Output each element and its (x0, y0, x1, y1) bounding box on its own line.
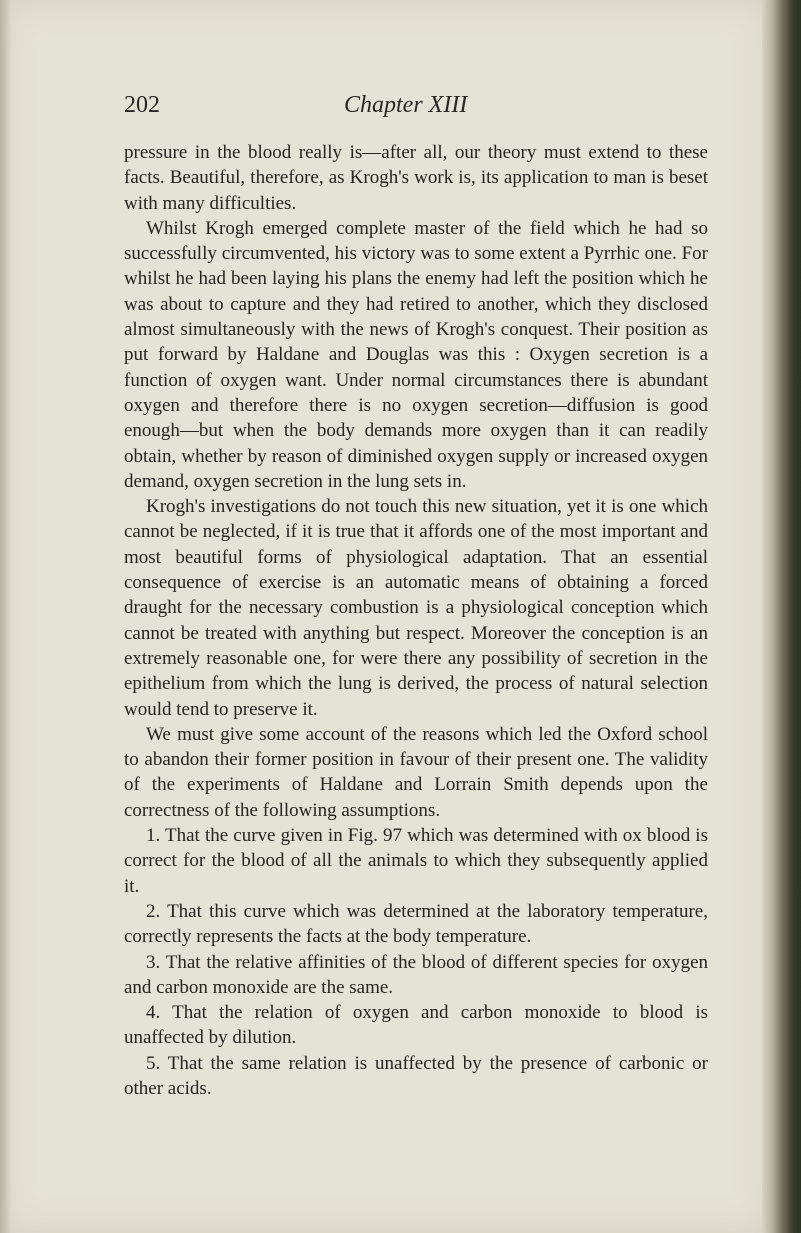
paragraph: pressure in the blood really is—after all, our theory must extend to these facts. Beautiful, therefore, as Krogh's work is, its application to man is beset with many difficulties. (124, 142, 708, 214)
running-title: Chapter XIII (344, 92, 468, 118)
book-spine-edge (762, 0, 801, 1233)
numbered-assumption: 5. That the same relation is unaffected by the presence of carbonic or other acids. (124, 1052, 708, 1099)
numbered-assumption: 4. That the relation of oxygen and carbon monoxide to blood is unaffected by dilution. (124, 1002, 708, 1049)
page-left-edge-shadow (0, 0, 12, 1233)
page-header (124, 92, 644, 124)
paragraph: Krogh's investigations do not touch this new situation, yet it is one which cannot be neglected, if it is true that it affords one of the most important and most beautiful forms of physiological adaptation. That an essential consequence of exercise is an automatic means of obtaining a forced draught for the necessary combustion is a physiological conception which cannot be treated with anything but respect. Moreover the conception is an extremely reasonable one, for were there any possibility of secretion in the epithelium from which the lung is derived, the process of natural selection would tend to preserve it. (124, 496, 708, 720)
paragraph: We must give some account of the reasons which led the Oxford school to abandon their former position in favour of their present one. The validity of the experiments of Haldane and Lorrain Smith depends upon the correctness of the following assumptions. (124, 723, 708, 821)
paragraph: Whilst Krogh emerged complete master of the field which he had so successfully circumvented, his victory was to some extent a Pyrrhic one. For whilst he had been laying his plans the enemy had left the position which he was about to capture and they had retired to another, which they disclosed almost simultaneously with the news of Krogh's conquest. Their position as put forward by Haldane and Douglas was this : Oxygen secretion is a function of oxygen want. Under normal circumstances there is abundant oxygen and therefore there is no oxygen secretion—diffusion is good enough—but when the body demands more oxygen than it can readily obtain, whether by reason of diminished oxygen supply or increased oxygen demand, oxygen secretion in the lung sets in. (124, 217, 708, 492)
numbered-assumption: 3. That the relative affinities of the blood of different species for oxygen and carbon monoxide are the same. (124, 951, 708, 998)
numbered-assumption: 1. That the curve given in Fig. 97 which was determined with ox blood is correct for the blood of all the animals to which they subsequently applied it. (124, 825, 708, 897)
body-text (124, 140, 708, 1101)
numbered-assumption: 2. That this curve which was determined at the laboratory temperature, correctly represents the facts at the body temperature. (124, 900, 708, 948)
page-number: 202 (124, 92, 160, 118)
